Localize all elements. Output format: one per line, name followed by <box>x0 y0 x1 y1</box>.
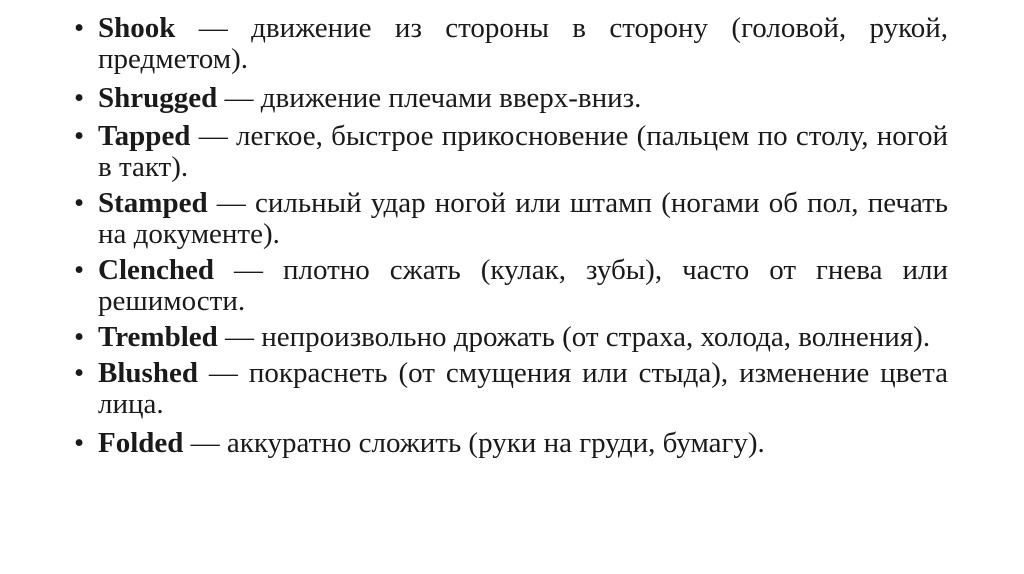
bullet-icon: • <box>74 120 85 152</box>
definition: — движение из стороны в сторону (головой, рукой, предметом). <box>98 12 948 75</box>
term: Clenched <box>98 254 214 286</box>
definition: — легкое, быстрое прикосновение (пальцем по столу, ногой в такт). <box>98 120 948 183</box>
term: Tapped <box>98 120 191 152</box>
bullet-icon: • <box>74 82 85 114</box>
definition: — сильный удар ногой или штамп (ногами об пол, печать на документе). <box>98 187 948 250</box>
list-item-blushed <box>74 358 948 420</box>
list-item-shook <box>74 13 948 75</box>
term: Shook <box>98 12 176 44</box>
bullet-icon: • <box>74 357 85 389</box>
list-item-stamped <box>74 188 948 250</box>
list-item-shrugged <box>74 80 948 116</box>
term: Folded <box>98 427 184 459</box>
list-item-tapped <box>74 121 948 183</box>
definition: — непроизвольно дрожать (от страха, холода, волнения). <box>217 321 931 353</box>
vocabulary-list <box>74 13 948 461</box>
definition: — движение плечами вверх-вниз. <box>217 82 642 114</box>
bullet-icon: • <box>74 12 85 44</box>
bullet-icon: • <box>74 187 85 219</box>
term: Stamped <box>98 187 208 219</box>
bullet-icon: • <box>74 427 85 459</box>
list-item-folded <box>74 425 948 461</box>
list-item-clenched <box>74 255 948 317</box>
list-item-trembled <box>74 322 948 353</box>
definition: — покраснеть (от смущения или стыда), изменение цвета лица. <box>98 357 948 420</box>
term: Trembled <box>98 321 218 353</box>
term: Shrugged <box>98 82 218 114</box>
bullet-icon: • <box>74 321 85 353</box>
term: Blushed <box>98 357 198 389</box>
definition: — плотно сжать (кулак, зубы), часто от гнева или решимости. <box>98 254 948 317</box>
bullet-icon: • <box>74 254 85 286</box>
definition: — аккуратно сложить (руки на груди, бумагу). <box>183 427 765 459</box>
